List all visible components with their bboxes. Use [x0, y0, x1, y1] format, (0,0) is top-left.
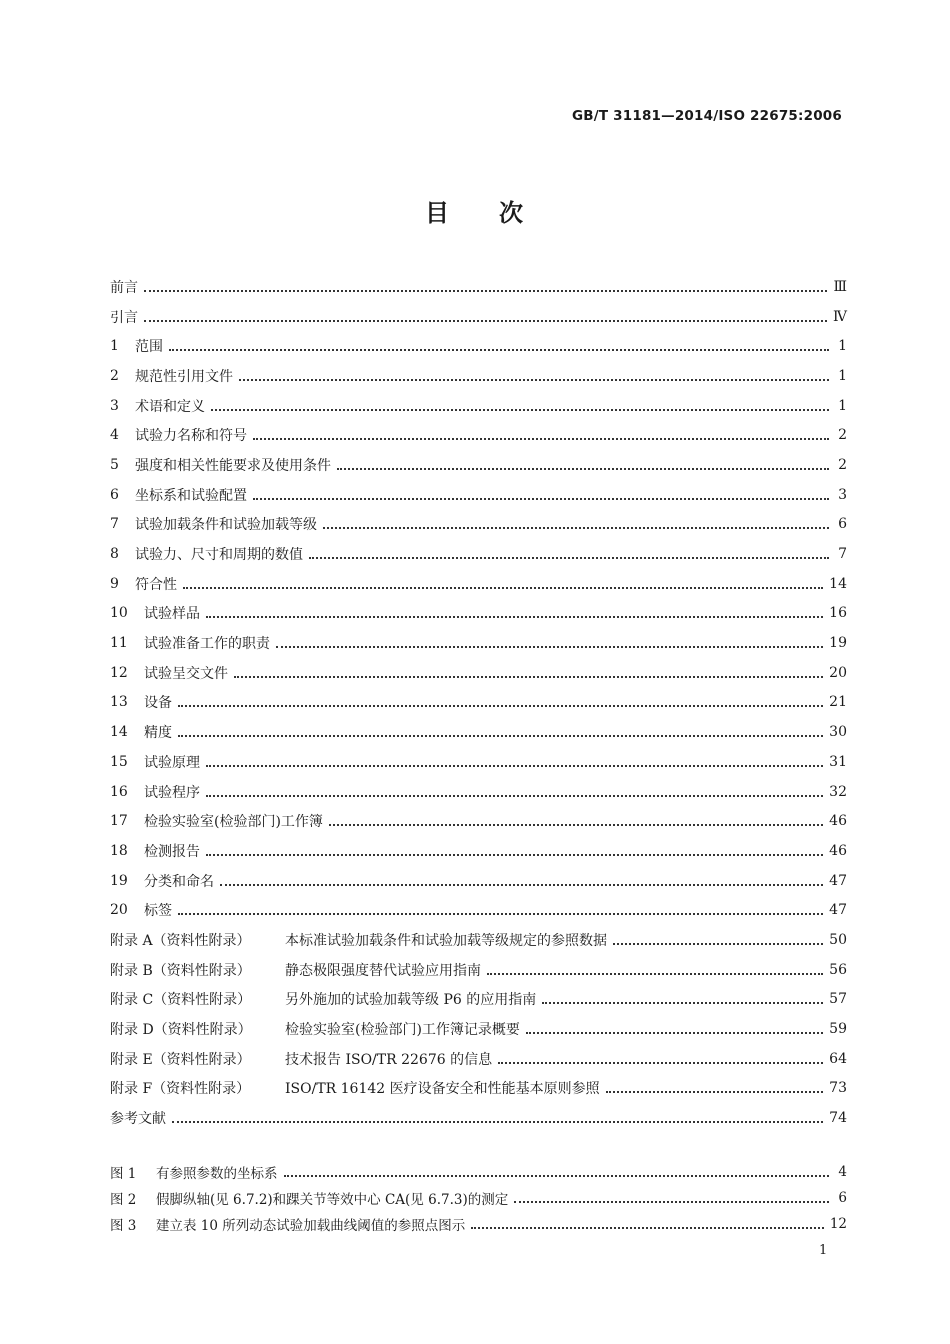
toc-entry-page: 19: [829, 635, 847, 652]
toc-entry[interactable]: [110, 836, 847, 866]
toc-dot-leader: [253, 438, 829, 440]
toc-entry-title: 试验呈交文件: [144, 665, 228, 682]
toc-entry-page: 56: [829, 961, 847, 978]
toc-dot-leader: [234, 676, 823, 678]
toc-entry-number: 16: [110, 783, 128, 800]
toc-entry-page: 2: [838, 456, 847, 473]
toc-entry-page: 73: [829, 1080, 847, 1097]
toc-dot-leader: [526, 1032, 823, 1034]
toc-dot-leader: [206, 765, 823, 767]
page-title-part2: 次: [499, 199, 525, 227]
toc-entry-title: 试验程序: [144, 784, 200, 801]
toc-dot-leader: [206, 854, 823, 856]
toc-entry-number: 附录 B（资料性附录）: [110, 962, 251, 979]
toc-entry-page: 1: [838, 397, 847, 414]
toc-dot-leader: [487, 973, 823, 975]
page-number: 1: [819, 1243, 828, 1258]
toc-dot-leader: [172, 1121, 823, 1123]
toc-entry-title: 规范性引用文件: [135, 368, 233, 385]
toc-entry-title: 试验加载条件和试验加载等级: [135, 517, 317, 534]
toc-entry[interactable]: [110, 450, 847, 480]
toc-dot-leader: [498, 1062, 823, 1064]
toc-entry-page: 31: [829, 753, 847, 770]
toc-entry[interactable]: [110, 658, 847, 688]
toc-entry[interactable]: [110, 866, 847, 896]
toc-entry[interactable]: [110, 985, 847, 1015]
toc-entry-number: 15: [110, 753, 128, 770]
toc-entry-number: 12: [110, 664, 128, 681]
toc-dot-leader: [169, 349, 829, 351]
standard-code: GB/T 31181—2014/ISO 22675:2006: [571, 108, 842, 124]
toc-entry[interactable]: [110, 302, 847, 332]
toc-dot-leader: [178, 705, 823, 707]
toc-entry[interactable]: [110, 599, 847, 629]
toc-entry[interactable]: [110, 895, 847, 925]
toc-entry[interactable]: [110, 717, 847, 747]
toc-entry-page: 50: [829, 931, 847, 948]
toc-entry[interactable]: [110, 1044, 847, 1074]
toc-dot-leader: [144, 290, 827, 292]
toc-entry-page: 64: [829, 1050, 847, 1067]
toc-dot-leader: [206, 616, 823, 618]
toc-entry-title: 检验实验室(检验部门)工作簿: [144, 814, 323, 831]
toc-entry[interactable]: [110, 1074, 847, 1104]
toc-entry-number: 附录 E（资料性附录）: [110, 1051, 251, 1068]
toc-entry-page: 7: [838, 546, 847, 563]
toc-entry[interactable]: [110, 272, 847, 302]
toc-entry-page: 46: [829, 842, 847, 859]
toc-entry-title: 技术报告 ISO/TR 22676 的信息: [285, 1051, 493, 1068]
toc-entry[interactable]: [110, 331, 847, 361]
toc-dot-leader: [206, 795, 823, 797]
page-title-part1: 目: [425, 199, 451, 227]
toc-entry-page: 57: [829, 991, 847, 1008]
toc-entry-number: 7: [110, 516, 119, 533]
toc-entry-number: 9: [110, 575, 119, 592]
toc-entry-page: Ⅲ: [833, 278, 847, 295]
toc-entry-title: 试验力名称和符号: [135, 428, 247, 445]
toc-dot-leader: [178, 735, 823, 737]
page-title: [0, 193, 950, 228]
toc-entry[interactable]: [110, 510, 847, 540]
toc-dot-leader: [144, 320, 827, 322]
toc-entry-number: 8: [110, 546, 119, 563]
figure-entry-title: 有参照参数的坐标系: [156, 1166, 278, 1182]
toc-entry-title: 检验实验室(检验部门)工作簿记录概要: [285, 1022, 520, 1039]
toc-entry-title: 强度和相关性能要求及使用条件: [135, 457, 331, 474]
toc-entry-title: 检测报告: [144, 843, 200, 860]
toc-entry[interactable]: [110, 628, 847, 658]
toc-entry-page: 46: [829, 813, 847, 830]
toc-entry[interactable]: [110, 925, 847, 955]
toc-entry-page: 3: [838, 486, 847, 503]
toc-dot-leader: [471, 1227, 824, 1229]
toc-entry-number: 1: [110, 338, 119, 355]
figure-entry-title: 假脚纵轴(见 6.7.2)和踝关节等效中心 CA(见 6.7.3)的测定: [156, 1192, 509, 1208]
toc-entry-title: 术语和定义: [135, 398, 205, 415]
toc-dot-leader: [276, 646, 823, 648]
toc-entry-title: 试验样品: [144, 606, 200, 623]
figure-entry[interactable]: [110, 1159, 847, 1185]
toc-dot-leader: [514, 1201, 829, 1203]
toc-entry-title: 标签: [144, 903, 172, 920]
toc-entry-page: 1: [838, 338, 847, 355]
toc-entry-title: 范围: [135, 339, 163, 356]
toc-entry-number: 附录 F（资料性附录）: [110, 1081, 251, 1098]
figure-entry-number: 图 1: [110, 1166, 137, 1182]
toc-entry-page: 59: [829, 1021, 847, 1038]
toc-entry-title: 前言: [110, 279, 138, 296]
toc-entry-page: 1: [838, 367, 847, 384]
toc-dot-leader: [329, 824, 823, 826]
toc-entry[interactable]: [110, 480, 847, 510]
toc-entry-number: 6: [110, 486, 119, 503]
toc-entry[interactable]: [110, 391, 847, 421]
toc-entry-title: 设备: [144, 695, 172, 712]
figure-entry-number: 图 2: [110, 1192, 137, 1208]
toc-entry-title: 坐标系和试验配置: [135, 487, 247, 504]
toc-entry-page: 30: [829, 724, 847, 741]
toc-dot-leader: [239, 379, 829, 381]
toc-entry-title: 试验力、尺寸和周期的数值: [135, 547, 303, 564]
toc-entry-number: 4: [110, 427, 119, 444]
toc-entry[interactable]: [110, 955, 847, 985]
figure-list: [110, 1159, 847, 1237]
toc-entry-title: ISO/TR 16142 医疗设备安全和性能基本原则参照: [285, 1081, 600, 1098]
toc-entry-page: 74: [829, 1110, 847, 1127]
toc-entry-number: 2: [110, 367, 119, 384]
toc-entry-page: 6: [838, 516, 847, 533]
toc-entry-page: 32: [829, 783, 847, 800]
toc-entry-number: 3: [110, 397, 119, 414]
toc-entry[interactable]: [110, 806, 847, 836]
toc-entry-page: 20: [829, 664, 847, 681]
figure-entry-number: 图 3: [110, 1218, 137, 1234]
figure-entry-page: 12: [829, 1216, 847, 1232]
toc-entry-number: 附录 C（资料性附录）: [110, 992, 252, 1009]
figure-entry-title: 建立表 10 所列动态试验加载曲线阈值的参照点图示: [156, 1218, 466, 1234]
toc-dot-leader: [220, 884, 823, 886]
toc-dot-leader: [284, 1175, 830, 1177]
toc-entry-page: 2: [838, 427, 847, 444]
toc-entry-title: 试验准备工作的职责: [144, 636, 270, 653]
toc-entry[interactable]: [110, 747, 847, 777]
toc-entry-number: 11: [110, 635, 128, 652]
toc-dot-leader: [542, 1002, 823, 1004]
figure-entry[interactable]: [110, 1211, 847, 1237]
toc-entry[interactable]: [110, 361, 847, 391]
toc-entry-number: 18: [110, 842, 128, 859]
toc-entry-page: Ⅳ: [833, 308, 847, 325]
toc-entry-title: 分类和命名: [144, 873, 214, 890]
toc-dot-leader: [178, 913, 823, 915]
toc-entry-title: 符合性: [135, 576, 177, 593]
toc-entry-title: 参考文献: [110, 1111, 166, 1128]
toc-dot-leader: [613, 943, 823, 945]
toc-entry-title: 精度: [144, 725, 172, 742]
toc-dot-leader: [606, 1091, 824, 1093]
toc-entry[interactable]: [110, 569, 847, 599]
toc-entry[interactable]: [110, 777, 847, 807]
toc-entry[interactable]: [110, 420, 847, 450]
toc-entry-number: 17: [110, 813, 128, 830]
figure-entry-page: 6: [838, 1190, 847, 1206]
toc-dot-leader: [323, 527, 829, 529]
toc-dot-leader: [211, 409, 829, 411]
toc-entry-title: 试验原理: [144, 754, 200, 771]
toc-entry-number: 10: [110, 605, 128, 622]
figure-entry[interactable]: [110, 1185, 847, 1211]
toc-entry[interactable]: [110, 539, 847, 569]
toc-entry-page: 14: [829, 575, 847, 592]
toc-dot-leader: [309, 557, 829, 559]
toc-entry-page: 21: [829, 694, 847, 711]
toc-list: [110, 272, 847, 1133]
toc-entry[interactable]: [110, 1103, 847, 1133]
toc-entry-page: 16: [829, 605, 847, 622]
toc-entry-title: 本标准试验加载条件和试验加载等级规定的参照数据: [285, 932, 607, 949]
toc-entry[interactable]: [110, 688, 847, 718]
toc-dot-leader: [253, 498, 829, 500]
toc-entry-title: 静态极限强度替代试验应用指南: [285, 962, 481, 979]
toc-entry-page: 47: [829, 902, 847, 919]
toc-entry-number: 13: [110, 694, 128, 711]
toc-entry-number: 20: [110, 902, 128, 919]
toc-entry-title: 另外施加的试验加载等级 P6 的应用指南: [285, 992, 537, 1009]
toc-entry-page: 47: [829, 872, 847, 889]
toc-entry-number: 19: [110, 872, 128, 889]
toc-entry-number: 14: [110, 724, 128, 741]
toc-dot-leader: [337, 468, 829, 470]
toc-entry-title: 引言: [110, 309, 138, 326]
toc-entry-number: 附录 D（资料性附录）: [110, 1022, 252, 1039]
toc-dot-leader: [183, 587, 823, 589]
toc-entry[interactable]: [110, 1014, 847, 1044]
figure-entry-page: 4: [838, 1164, 847, 1180]
toc-entry-number: 附录 A（资料性附录）: [110, 932, 251, 949]
toc-entry-number: 5: [110, 456, 119, 473]
